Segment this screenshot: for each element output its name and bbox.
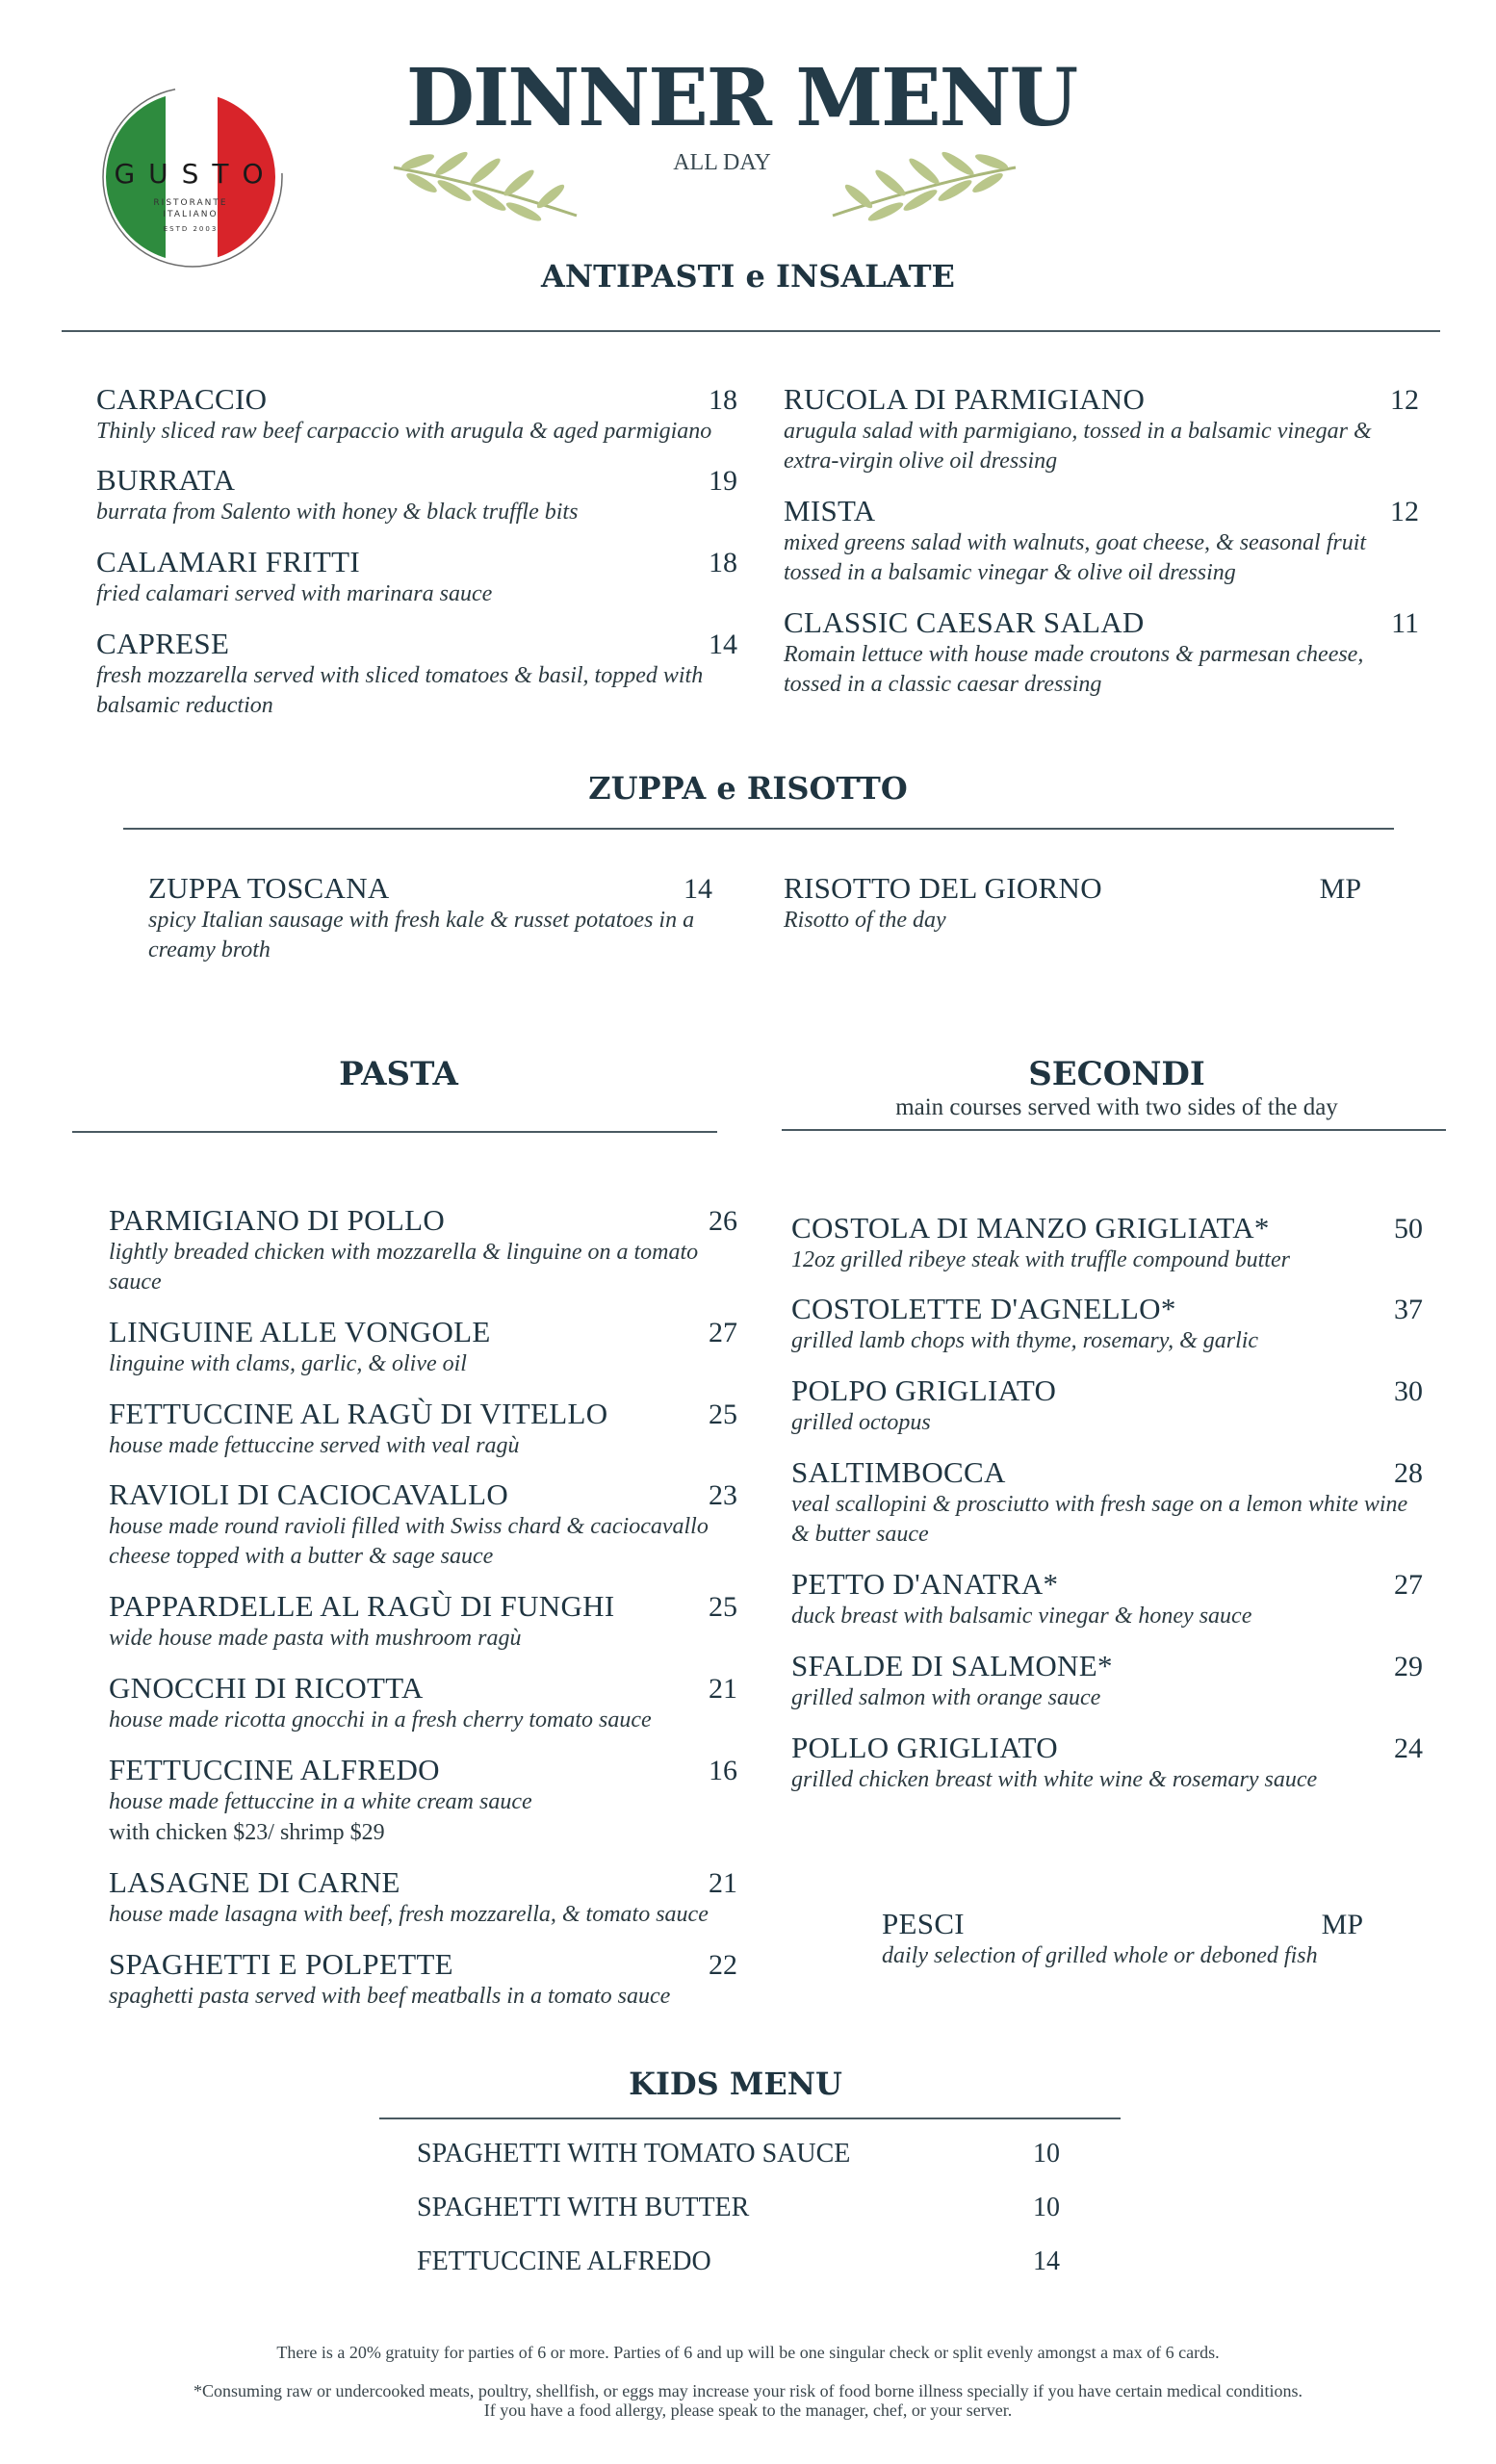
item-price: 12 (1390, 384, 1419, 416)
menu-item (791, 1568, 1423, 1631)
item-name: SALTIMBOCCA (791, 1455, 1006, 1489)
logo-line-2: ITALIANO (163, 210, 219, 219)
item-name: COSTOLA DI MANZO GRIGLIATA* (791, 1211, 1270, 1245)
item-price: 18 (709, 384, 737, 416)
section-title-pasta: PASTA (339, 1055, 458, 1093)
logo-wordmark: GUSTO (114, 158, 277, 190)
item-price: 21 (709, 1673, 737, 1705)
item-name: PARMIGIANO DI POLLO (109, 1203, 446, 1237)
item-description: daily selection of grilled whole or deboned fish (882, 1943, 1318, 1968)
item-description: arugula salad with parmigiano, tossed in a balsamic vinegar & extra-virgin olive oil dressing (784, 419, 1372, 474)
menu-item (96, 383, 737, 447)
item-description: house made fettuccine served with veal ragù (109, 1433, 520, 1458)
item-price: 26 (709, 1205, 737, 1237)
item-price: 23 (709, 1479, 737, 1511)
item-description: house made lasagna with beef, fresh mozzarella, & tomato sauce (109, 1902, 709, 1927)
item-price: 30 (1394, 1375, 1423, 1407)
menu-item (784, 383, 1419, 476)
item-price: 14 (684, 873, 712, 905)
item-description: burrata from Salento with honey & black truffle bits (96, 500, 579, 525)
item-name: SFALDE DI SALMONE* (791, 1649, 1113, 1682)
item-name: FETTUCCINE AL RAGÙ DI VITELLO (109, 1397, 608, 1430)
menu-item (109, 1398, 737, 1461)
item-name: LASAGNE DI CARNE (109, 1865, 400, 1899)
item-description: grilled salmon with orange sauce (791, 1685, 1101, 1710)
gratuity-notice: There is a 20% gratuity for parties of 6 or more. Parties of 6 and up will be one singular check or split evenly amongst a max of 6 cards. (276, 2343, 1220, 2362)
item-price: 16 (709, 1755, 737, 1786)
item-price: 10 (1033, 2139, 1060, 2169)
section-divider (782, 1129, 1446, 1131)
item-name: POLPO GRIGLIATO (791, 1373, 1057, 1407)
item-description: Thinly sliced raw beef carpaccio with arugula & aged parmigiano (96, 419, 712, 444)
item-price: 29 (1394, 1651, 1423, 1682)
kids-menu-item (417, 2246, 1091, 2277)
item-price: 50 (1394, 1213, 1423, 1245)
item-price: 11 (1391, 607, 1419, 639)
item-price: 25 (709, 1591, 737, 1623)
menu-item (791, 1650, 1423, 1713)
item-description: spaghetti pasta served with beef meatballs in a tomato sauce (109, 1984, 671, 2009)
item-description: wide house made pasta with mushroom ragù (109, 1626, 522, 1651)
item-name: RISOTTO DEL GIORNO (784, 871, 1102, 905)
laurel-branch-left-icon (389, 129, 581, 225)
item-price: 24 (1394, 1732, 1423, 1764)
item-description: grilled octopus (791, 1410, 931, 1435)
item-price: 14 (1033, 2246, 1060, 2276)
item-name: CLASSIC CAESAR SALAD (784, 605, 1145, 639)
item-description: linguine with clams, garlic, & olive oil (109, 1351, 467, 1376)
menu-item (109, 1204, 737, 1297)
menu-item (109, 1316, 737, 1379)
menu-item (109, 1866, 737, 1930)
item-name: FETTUCCINE ALFREDO (417, 2246, 711, 2276)
item-name: PAPPARDELLE AL RAGÙ DI FUNGHI (109, 1589, 615, 1623)
item-price: 18 (709, 547, 737, 578)
menu-item-pesci (882, 1908, 1363, 1971)
menu-item (784, 606, 1419, 700)
logo-line-3: ESTD 2003 (163, 225, 219, 233)
item-description: house made round ravioli filled with Swiss chard & caciocavallo cheese topped with a butter & sage sauce (109, 1514, 709, 1569)
menu-item (148, 872, 712, 965)
menu-item (784, 872, 1361, 936)
item-description: house made fettuccine in a white cream sauce (109, 1789, 532, 1814)
item-name: SPAGHETTI E POLPETTE (109, 1947, 453, 1981)
item-price: 21 (709, 1867, 737, 1899)
item-description: house made ricotta gnocchi in a fresh cherry tomato sauce (109, 1707, 652, 1732)
laurel-branch-right-icon (828, 129, 1020, 225)
section-title-kids: KIDS MENU (629, 2066, 842, 2102)
item-name: SPAGHETTI WITH TOMATO SAUCE (417, 2139, 851, 2169)
item-price: 14 (709, 629, 737, 660)
item-description: lightly breaded chicken with mozzarella & linguine on a tomato sauce (109, 1240, 699, 1295)
item-price: 28 (1394, 1457, 1423, 1489)
item-price: 12 (1390, 496, 1419, 527)
item-description: fresh mozzarella served with sliced tomatoes & basil, topped with balsamic reduction (96, 663, 704, 718)
section-divider (123, 828, 1394, 830)
page-subtitle: ALL DAY (673, 150, 771, 175)
item-name: PESCI (882, 1907, 965, 1940)
menu-item (791, 1212, 1423, 1275)
section-title-antipasti: ANTIPASTI e INSALATE (541, 258, 955, 295)
item-price: 27 (1394, 1569, 1423, 1601)
menu-item (109, 1478, 737, 1572)
menu-item (96, 546, 737, 609)
item-name: PETTO D'ANATRA* (791, 1567, 1059, 1601)
item-description: spicy Italian sausage with fresh kale & russet potatoes in a creamy broth (148, 908, 695, 962)
item-description: duck breast with balsamic vinegar & honey sauce (791, 1604, 1252, 1629)
item-name: MISTA (784, 494, 876, 527)
menu-item (96, 628, 737, 721)
item-name: CARPACCIO (96, 382, 268, 416)
section-divider (379, 2118, 1121, 2119)
item-name: BURRATA (96, 463, 236, 497)
item-price: MP (1321, 1909, 1363, 1940)
section-title-zuppa: ZUPPA e RISOTTO (588, 770, 908, 807)
page-title: DINNER MENU (405, 52, 1077, 144)
restaurant-logo (94, 81, 287, 273)
item-price: 22 (709, 1949, 737, 1981)
item-description: 12oz grilled ribeye steak with truffle compound butter (791, 1247, 1290, 1272)
section-divider (62, 330, 1440, 332)
section-divider (72, 1131, 717, 1133)
menu-item (109, 1590, 737, 1654)
allergy-notice: If you have a food allergy, please speak to the manager, chef, or your server. (483, 2400, 1013, 2420)
item-description: veal scallopini & prosciutto with fresh sage on a lemon white wine & butter sauce (791, 1492, 1408, 1547)
item-addon-prices: with chicken $23/ shrimp $29 (109, 1820, 385, 1845)
item-name: LINGUINE ALLE VONGOLE (109, 1315, 491, 1348)
kids-menu-item (417, 2193, 1091, 2223)
item-name: FETTUCCINE ALFREDO (109, 1753, 440, 1786)
item-name: SPAGHETTI WITH BUTTER (417, 2193, 750, 2222)
item-description: Risotto of the day (784, 908, 946, 933)
menu-item (96, 464, 737, 527)
item-name: GNOCCHI DI RICOTTA (109, 1671, 424, 1705)
item-name: RUCOLA DI PARMIGIANO (784, 382, 1146, 416)
item-name: RAVIOLI DI CACIOCAVALLO (109, 1477, 509, 1511)
item-name: POLLO GRIGLIATO (791, 1731, 1058, 1764)
menu-item (109, 1754, 737, 1848)
menu-item (791, 1293, 1423, 1356)
menu-item (791, 1374, 1423, 1438)
menu-item (784, 495, 1419, 588)
item-price: 27 (709, 1317, 737, 1348)
item-price: 19 (709, 465, 737, 497)
section-subtitle-secondi: main courses served with two sides of the day (895, 1094, 1338, 1120)
menu-item (109, 1672, 737, 1735)
item-description: fried calamari served with marinara sauce (96, 581, 493, 606)
item-description: grilled lamb chops with thyme, rosemary, & garlic (791, 1328, 1259, 1353)
item-price: 25 (709, 1399, 737, 1430)
item-price: MP (1319, 873, 1361, 905)
item-price: 10 (1033, 2193, 1060, 2222)
menu-item (109, 1948, 737, 2012)
item-name: COSTOLETTE D'AGNELLO* (791, 1292, 1176, 1325)
item-name: CAPRESE (96, 627, 230, 660)
item-description: grilled chicken breast with white wine & rosemary sauce (791, 1767, 1318, 1792)
food-safety-warning: *Consuming raw or undercooked meats, poultry, shellfish, or eggs may increase your risk of food borne illness specially if you have certain medical conditions. (193, 2381, 1303, 2400)
menu-item (791, 1732, 1423, 1795)
item-description: Romain lettuce with house made croutons & parmesan cheese, tossed in a classic caesar dressing (784, 642, 1364, 697)
section-title-secondi: SECONDI (1028, 1055, 1205, 1093)
kids-menu-item (417, 2139, 1091, 2169)
item-price: 37 (1394, 1294, 1423, 1325)
menu-item (791, 1456, 1423, 1550)
item-description: mixed greens salad with walnuts, goat cheese, & seasonal fruit tossed in a balsamic vinegar & olive oil dressing (784, 530, 1367, 585)
item-name: CALAMARI FRITTI (96, 545, 361, 578)
item-name: ZUPPA TOSCANA (148, 871, 390, 905)
logo-line-1: RISTORANTE (153, 198, 228, 208)
